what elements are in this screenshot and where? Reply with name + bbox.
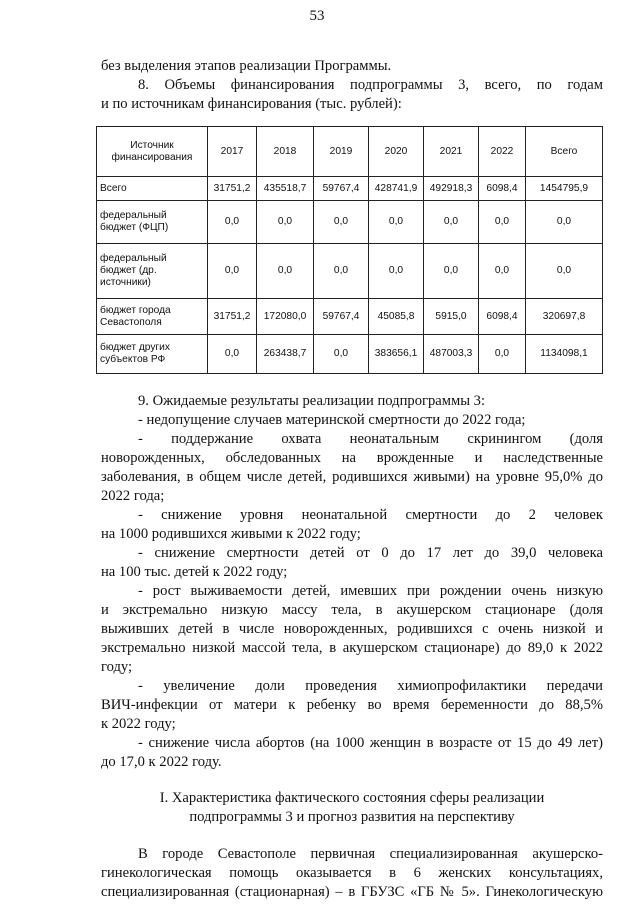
result-item-7-cont: до 17,0 к 2022 году. bbox=[101, 754, 222, 770]
table-cell: 0,0 bbox=[208, 335, 257, 374]
section-title-line-1: I. Характеристика фактического состояния сферы реализации bbox=[159, 790, 545, 806]
result-item-2: - поддержание охвата неонатальным скринингом (доля bbox=[138, 431, 603, 447]
table-cell: 1454795,9 bbox=[526, 177, 603, 201]
table-cell: 0,0 bbox=[314, 335, 369, 374]
point8-line-2: и по источникам финансирования (тыс. рублей): bbox=[101, 96, 402, 112]
table-cell: 172080,0 bbox=[257, 299, 314, 335]
table-header-cell: Всего bbox=[526, 127, 603, 177]
result-item-2-cont: заболевания, в общем числе детей, родившихся живыми) на уровне 95,0% до bbox=[101, 469, 603, 485]
table-cell: 0,0 bbox=[369, 201, 424, 244]
result-item-6: - увеличение доли проведения химиопрофилактики передачи bbox=[138, 678, 603, 694]
table-cell: 45085,8 bbox=[369, 299, 424, 335]
row-label: бюджет других субъектов РФ bbox=[97, 335, 208, 374]
table-cell: 0,0 bbox=[314, 244, 369, 299]
table-cell: 1134098,1 bbox=[526, 335, 603, 374]
table-header-cell: 2018 bbox=[257, 127, 314, 177]
table-row bbox=[97, 244, 603, 299]
table-cell: 6098,4 bbox=[479, 177, 526, 201]
result-item-5-cont: экстремально низкой массой тела, в акушерском стационаре) до 89,0 к 2022 bbox=[101, 640, 603, 656]
page-number: 53 bbox=[309, 8, 325, 24]
table-header-row bbox=[97, 127, 603, 177]
result-item-4-cont: на 100 тыс. детей к 2022 году; bbox=[101, 564, 288, 580]
result-item-4: - снижение смертности детей от 0 до 17 лет до 39,0 человека bbox=[138, 545, 603, 561]
table-cell: 435518,7 bbox=[257, 177, 314, 201]
result-item-5-cont: и экстремально низкую массу тела, в акушерском стационаре (доля bbox=[101, 602, 603, 618]
table-row bbox=[97, 299, 603, 335]
table-cell: 59767,4 bbox=[314, 177, 369, 201]
table-cell: 31751,2 bbox=[208, 299, 257, 335]
row-label: федеральный бюджет (др. источники) bbox=[97, 244, 208, 299]
point9-heading: 9. Ожидаемые результаты реализации подпрограммы 3: bbox=[138, 393, 486, 409]
table-cell: 383656,1 bbox=[369, 335, 424, 374]
table-cell: 0,0 bbox=[314, 201, 369, 244]
table-cell: 263438,7 bbox=[257, 335, 314, 374]
section-title bbox=[101, 789, 603, 827]
result-item-6-cont: ВИЧ-инфекции от матери к ребенку во время беременности до 88,5% bbox=[101, 697, 603, 713]
table-cell: 0,0 bbox=[526, 201, 603, 244]
table-cell: 31751,2 bbox=[208, 177, 257, 201]
table-cell: 0,0 bbox=[526, 244, 603, 299]
table-cell: 320697,8 bbox=[526, 299, 603, 335]
point8-line-1: 8. Объемы финансирования подпрограммы 3, всего, по годам bbox=[138, 77, 603, 93]
table-header-cell: 2021 bbox=[424, 127, 479, 177]
table-cell: 0,0 bbox=[369, 244, 424, 299]
table-cell: 5915,0 bbox=[424, 299, 479, 335]
result-item-2-cont: новорожденных, обследованных на врожденные и наследственные bbox=[101, 450, 603, 466]
body-paragraph-line: гинекологическая помощь оказывается в 6 женских консультациях, bbox=[101, 865, 603, 881]
body-paragraph-line: специализированная (стационарная) – в ГБУЗС «ГБ № 5». Гинекологическую bbox=[101, 884, 603, 900]
table-cell: 59767,4 bbox=[314, 299, 369, 335]
result-item-6-cont: к 2022 году; bbox=[101, 716, 176, 732]
row-label: бюджет города Севастополя bbox=[97, 299, 208, 335]
table-cell: 0,0 bbox=[424, 201, 479, 244]
table-header-cell: 2022 bbox=[479, 127, 526, 177]
table-header-cell: 2019 bbox=[314, 127, 369, 177]
result-item-5: - рост выживаемости детей, имевших при рождении очень низкую bbox=[138, 583, 603, 599]
document-body bbox=[101, 57, 603, 902]
financing-table bbox=[96, 126, 603, 374]
table-header-cell: Источник финансирования bbox=[97, 127, 208, 177]
table-cell: 487003,3 bbox=[424, 335, 479, 374]
table-cell: 428741,9 bbox=[369, 177, 424, 201]
table-header-cell: 2020 bbox=[369, 127, 424, 177]
section-title-line-2: подпрограммы 3 и прогноз развития на перспективу bbox=[189, 809, 515, 825]
table-row bbox=[97, 201, 603, 244]
result-item-3-cont: на 1000 родившихся живыми к 2022 году; bbox=[101, 526, 361, 542]
table-cell: 0,0 bbox=[479, 335, 526, 374]
body-paragraph-line: В городе Севастополе первичная специализированная акушерско- bbox=[138, 846, 603, 862]
table-cell: 492918,3 bbox=[424, 177, 479, 201]
table-row bbox=[97, 177, 603, 201]
table-cell: 0,0 bbox=[424, 244, 479, 299]
table-cell: 0,0 bbox=[208, 244, 257, 299]
intro-line: без выделения этапов реализации Программы. bbox=[101, 58, 392, 74]
result-item-7: - снижение числа абортов (на 1000 женщин в возрасте от 15 до 49 лет) bbox=[138, 735, 603, 751]
result-item-5-cont: году; bbox=[101, 659, 133, 675]
table-cell: 0,0 bbox=[479, 201, 526, 244]
table-row bbox=[97, 335, 603, 374]
result-item-5-cont: выживших детей в числе новорожденных, родившихся с очень низкой и bbox=[101, 621, 603, 637]
table-cell: 0,0 bbox=[257, 201, 314, 244]
table-header-cell: 2017 bbox=[208, 127, 257, 177]
row-label: федеральный бюджет (ФЦП) bbox=[97, 201, 208, 244]
result-item-3: - снижение уровня неонатальной смертности до 2 человек bbox=[138, 507, 603, 523]
result-item-2-cont: 2022 года; bbox=[101, 488, 165, 504]
result-item-1: - недопущение случаев материнской смертности до 2022 года; bbox=[138, 412, 526, 428]
table-cell: 0,0 bbox=[208, 201, 257, 244]
table-cell: 0,0 bbox=[479, 244, 526, 299]
table-cell: 6098,4 bbox=[479, 299, 526, 335]
row-label: Всего bbox=[97, 177, 208, 201]
table-cell: 0,0 bbox=[257, 244, 314, 299]
